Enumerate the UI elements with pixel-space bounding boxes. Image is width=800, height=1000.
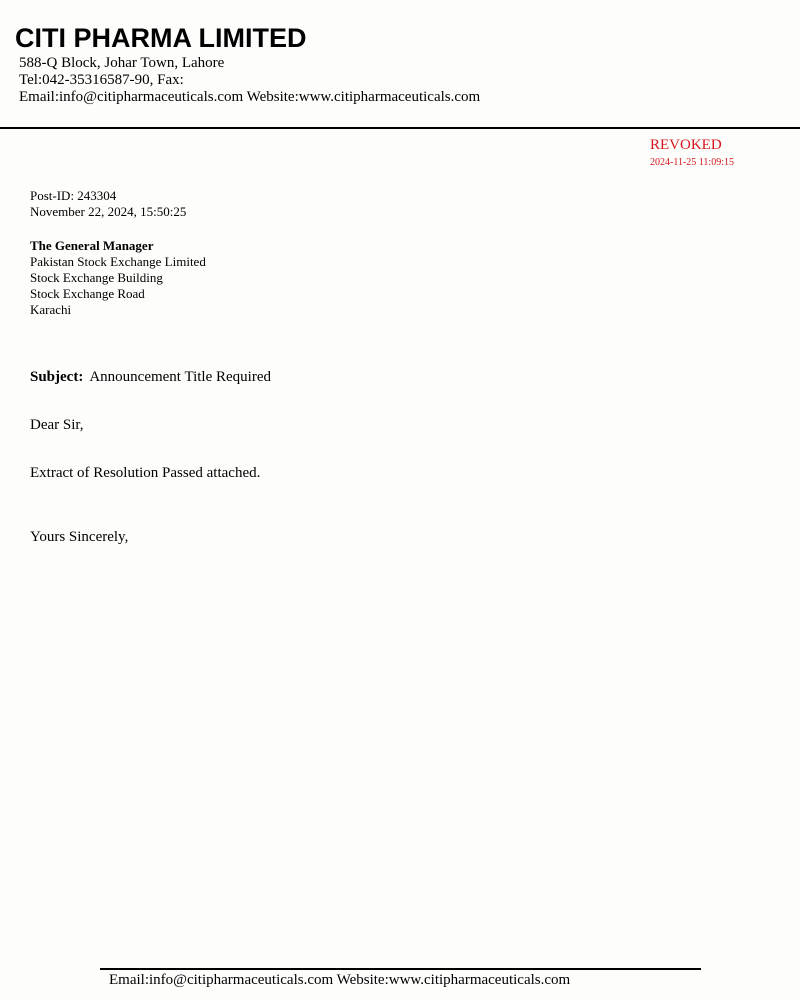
company-address: 588-Q Block, Johar Town, Lahore [19,55,225,71]
post-date: November 22, 2024, 15:50:25 [30,204,187,219]
subject-line [30,369,271,386]
post-id: Post-ID: 243304 [30,188,117,203]
recipient-building: Stock Exchange Building [30,270,163,285]
subject-label: Subject: [30,369,84,385]
status-timestamp: 2024-11-25 11:09:15 [650,157,734,168]
subject-text: Announcement Title Required [89,369,271,385]
status-badge: REVOKED [650,137,722,153]
footer-email-website: Email:info@citipharmaceuticals.com Website:www.citipharmaceuticals.com [109,972,571,988]
header-divider [0,127,800,129]
recipient-title: The General Manager [30,238,154,253]
footer-divider [100,968,701,970]
recipient-city: Karachi [30,302,72,317]
recipient-organization: Pakistan Stock Exchange Limited [30,254,206,269]
company-contact: Tel:042-35316587-90, Fax: [19,72,184,88]
company-name: CITI PHARMA LIMITED [15,23,307,53]
salutation: Dear Sir, [30,417,84,433]
recipient-road: Stock Exchange Road [30,286,145,301]
letter-body: Extract of Resolution Passed attached. [30,465,261,481]
company-email-website: Email:info@citipharmaceuticals.com Website:www.citipharmaceuticals.com [19,89,481,105]
closing: Yours Sincerely, [30,529,129,545]
